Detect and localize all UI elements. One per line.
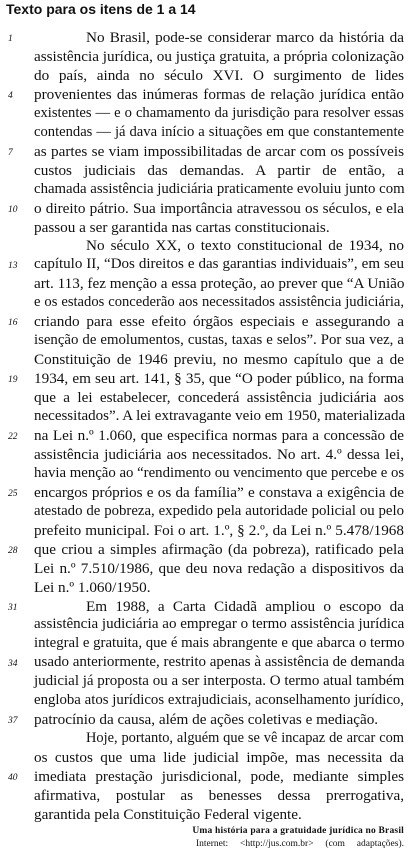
line-text: necessitados”. A lei extravagante veio em 1950, materializada (34, 408, 406, 424)
text-line (34, 464, 404, 483)
text-line (34, 388, 404, 407)
text-line (34, 653, 404, 672)
line-text: do país, ainda no século XVI. O surgimento de lides (34, 66, 404, 84)
text-line (34, 767, 404, 786)
line-text: que a lei estabelecer, concederá assistência judiciária aos (34, 389, 404, 407)
text-line (34, 28, 404, 47)
text-line (34, 255, 404, 274)
line-text: Em 1988, a Carta Cidadã ampliou o escopo da (86, 597, 404, 615)
line-text: o direito pátrio. Sua importância atravessou os séculos, e ela (34, 199, 404, 217)
line-text: patrocínio da causa, além de ações coletivas e mediação. (34, 711, 379, 729)
line-text: existentes — e o chamamento da jurisdição para resolver essas (34, 104, 404, 121)
section-heading: Texto para os itens de 1 a 14 (6, 1, 196, 17)
line-text: assistência judiciária ao empregar o termo assistência jurídica (34, 616, 405, 633)
line-number: 7 (8, 147, 13, 158)
line-text: prefeito municipal. Foi o art. 1.º, § 2.º, da Lei n.º 5.478/1968 (34, 521, 404, 539)
text-line (34, 199, 404, 218)
text-line (34, 369, 404, 388)
line-text: encargos próprios e os da família” e constava a exigência de (34, 483, 404, 501)
line-number: 13 (8, 261, 18, 272)
line-text: judicial já proposta ou a ser interposta. O termo atual também (34, 673, 405, 690)
line-text: usado anteriormente, restrito apenas à assistência de demanda (34, 654, 405, 671)
line-text: integral e gratuita, que é mais abrangente e que abarca o termo (34, 635, 405, 652)
text-line (34, 236, 404, 255)
line-text: que criou a simples afirmação (da pobreza), ratificado pela (34, 540, 404, 558)
text-line (34, 274, 404, 293)
line-text: na Lei n.º 1.060, que especifica normas para a concessão de (34, 426, 404, 444)
line-text: Constituição de 1946 previu, no mesmo capítulo que a de (34, 351, 404, 369)
text-line (34, 85, 404, 104)
text-line (34, 331, 404, 350)
text-line (34, 786, 404, 805)
line-number: 1 (8, 34, 13, 44)
line-text: criando para esse efeito órgãos especiais e assegurando a (34, 313, 404, 331)
text-line (34, 123, 404, 142)
text-line (34, 710, 404, 729)
text-line (34, 502, 404, 521)
text-line (34, 540, 404, 559)
line-number: 4 (8, 90, 13, 101)
text-line (34, 559, 404, 578)
line-number: 16 (8, 318, 18, 329)
line-text: 1934, em seu art. 141, § 35, que “O poder público, na forma (34, 370, 404, 388)
line-text: Hoje, portanto, alguém que se vê incapaz de arcar com (86, 730, 404, 747)
line-text: chamada assistência judiciária praticamente evoluiu junto com (34, 180, 405, 197)
source-title: Uma história para a gratuidade jurídica no Brasil (192, 826, 404, 836)
text-line (34, 729, 404, 748)
text-line (34, 748, 404, 767)
line-number: 28 (8, 545, 18, 556)
line-number: 10 (8, 204, 18, 215)
text-line (34, 426, 404, 445)
text-line (34, 47, 404, 66)
line-text: imediata prestação jurisdicional, pode, mediante simples (34, 768, 404, 786)
line-number: 22 (8, 431, 18, 442)
text-line (34, 805, 404, 824)
line-text: No Brasil, pode-se considerar marco da história da (86, 29, 404, 46)
text-line (34, 180, 404, 199)
line-text: afirmativa, postular as benesses dessa prerrogativa, (34, 787, 404, 804)
text-line (34, 615, 404, 634)
text-line (34, 578, 404, 597)
line-text: contendas — já dava início a situações em que constantemente (34, 123, 404, 140)
text-line (34, 445, 404, 464)
text-line (34, 672, 404, 691)
text-line (34, 104, 404, 123)
line-number: 37 (8, 716, 18, 727)
text-line (34, 142, 404, 161)
text-line (34, 483, 404, 502)
text-line (34, 521, 404, 540)
text-line (34, 350, 404, 369)
line-text: Lei n.º 1.060/1950. (34, 578, 151, 596)
text-line (34, 691, 404, 710)
text-line (34, 597, 404, 616)
line-text: No século XX, o texto constitucional de 1934, no (86, 237, 404, 255)
line-text: havia menção ao “rendimento ou vencimento que percebe e os (34, 464, 405, 481)
line-text: provenientes das inúmeras formas de relação jurídica então (34, 85, 404, 103)
line-text: as partes se viam impossibilitadas de arcar com os possíveis (34, 142, 404, 160)
line-text: custos judiciais das demandas. A partir de então, a (34, 161, 404, 179)
line-text: engloba atos jurídicos extrajudiciais, aconselhamento jurídico, (34, 692, 404, 709)
line-text: Lei n.º 7.510/1986, que deu nova redação a dispositivos da (34, 559, 404, 577)
line-text: passou a ser garantida nas cartas constitucionais. (34, 218, 330, 236)
line-text: os custos que uma lide judicial impõe, mas necessita da (34, 749, 404, 767)
source-reference: Internet: <http://jus.com.br> (com adaptações). (196, 839, 404, 849)
line-text: art. 113, fez menção a essa proteção, ao prever que “A União (34, 275, 405, 293)
text-line (34, 66, 404, 85)
text-line (34, 312, 404, 331)
line-number: 19 (8, 375, 18, 386)
text-line (34, 293, 404, 312)
line-number: 34 (8, 659, 18, 670)
line-text: assistência jurídica, ou justiça gratuita, a própria colonização (34, 47, 404, 65)
text-line (34, 634, 404, 653)
line-text: atestado de pobreza, expedido pela autoridade policial ou pelo (34, 502, 404, 519)
line-number: 40 (8, 773, 18, 784)
line-number: 31 (8, 602, 18, 613)
line-text: e os estados concederão aos necessitados assistência judiciária, (34, 294, 404, 311)
line-text: garantida pela Constituição Federal vigente. (34, 805, 302, 823)
line-text: assistência judiciária aos necessitados. No art. 4.º dessa lei, (34, 445, 404, 463)
line-text: isenção de emolumentos, custas, taxas e selos”. Por sua vez, a (34, 332, 404, 349)
text-line (34, 407, 404, 426)
line-number: 25 (8, 488, 18, 499)
text-line (34, 161, 404, 180)
text-line (34, 218, 404, 237)
line-text: capítulo II, “Dos direitos e das garantias individuais”, em seu (34, 256, 404, 273)
